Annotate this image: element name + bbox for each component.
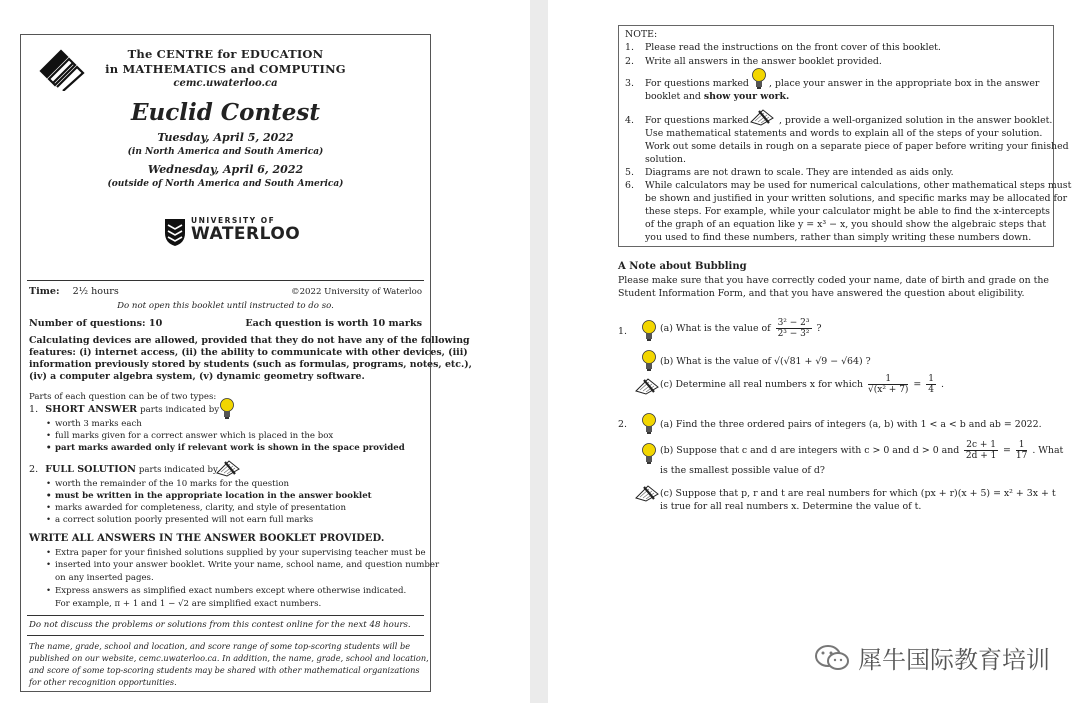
q2-number: 2. <box>618 419 627 430</box>
extra-line-1: • Extra paper for your finished solutions supplied by your supervising teacher must be <box>55 548 426 560</box>
note-item-4: 4. For questions marked , provide a well-organized solution in the answer booklet. <box>625 115 1053 126</box>
full-num: 2. <box>29 464 39 475</box>
short-bullet-2: • full marks given for a correct answer which is placed in the box <box>55 431 333 443</box>
contest-title: Euclid Contest <box>130 99 321 126</box>
note-item-6-line5: you used to find these numbers, rather than simply writing these numbers down. <box>645 232 1032 243</box>
cover-frame <box>20 34 472 692</box>
publish-line-1: The name, grade, school and location, and score range of some top-scoring students will be <box>29 641 411 651</box>
q2b-line2: is the smallest possible value of d? <box>660 465 825 476</box>
do-not-open: Do not open this booklet until instructed to do so. <box>117 301 334 311</box>
full-bullet-2: • must be written in the appropriate location in the answer booklet <box>55 491 372 503</box>
bubbling-line-2: Student Information Form, and that you have answered the question about eligibility. <box>618 288 1025 299</box>
q1c-fraction: $\frac{1}{\text{√(x² + 7)}}$ <box>868 374 909 395</box>
divider <box>27 615 424 616</box>
bubbling-line-1: Please make sure that you have correctly coded your name, date of birth and grade on the <box>618 275 1049 286</box>
note-item-1: 1. Please read the instructions on the front cover of this booklet. <box>625 42 941 53</box>
short-suffix: parts indicated by <box>140 405 220 415</box>
q1c: (c) Determine all real numbers x for which $\frac{1}{\text{√(x² + 7)}}$ = $\frac{1}{4}$ . <box>660 374 944 395</box>
watermark <box>814 640 1050 675</box>
pencil-paper-icon <box>749 108 775 126</box>
publish-line-4: for other recognition opportunities. <box>29 677 177 687</box>
q1a-fraction: $\frac{\text{3² − 2³}}{\text{2³ − 3²}}$ <box>777 318 810 339</box>
extra-line-2: • inserted into your answer booklet. Write your name, school name, and question number <box>55 560 439 572</box>
calc-line-4: (iv) a computer algebra system, (v) dynamic geometry software. <box>29 371 365 382</box>
waterloo-small-text: UNIVERSITY OF <box>191 216 276 225</box>
note-item-4-line4: solution. <box>645 154 686 165</box>
note-item-4-line2: Use mathematical statements and words to explain all of the steps of your solution. <box>645 128 1043 139</box>
q2a: (a) Find the three ordered pairs of integers (a, b) with 1 < a < b and ab = 2022. <box>660 419 1042 430</box>
note-item-5: 5. Diagrams are not drawn to scale. They are intended as aids only. <box>625 167 954 178</box>
q1b: (b) What is the value of √(√81 + √9 − √64) ? <box>660 356 871 367</box>
short-bullet-3: • part marks awarded only if relevant work is shown in the space provided <box>55 443 405 455</box>
time-label: Time: <box>29 286 60 297</box>
note-item-6: 6. While calculators may be used for numerical calculations, other mathematical steps must <box>625 180 1072 191</box>
note-item-6-line4: of the graph of an equation like y = x³ − x, you should show the algebraic steps that <box>645 219 1047 230</box>
note-item-3-line2: booklet and show your work. <box>645 91 790 102</box>
do-not-discuss: Do not discuss the problems or solutions from this contest online for the next 48 hours. <box>29 620 411 630</box>
cover-page <box>0 0 530 703</box>
questions-page <box>548 0 1080 703</box>
divider <box>27 635 424 636</box>
questions-row <box>29 318 422 330</box>
copyright: ©2022 University of Waterloo <box>290 287 422 297</box>
publish-line-2: published on our website, cemc.uwaterloo.ca. In addition, the name, grade, school and location, <box>29 653 429 663</box>
note-header: NOTE: <box>625 29 658 40</box>
pencil-paper-icon <box>215 459 241 477</box>
parts-intro: Parts of each question can be of two types: <box>29 392 217 402</box>
note-item-6-line2: be shown and justified in your written solutions, and specific marks may be allocated for <box>645 193 1068 204</box>
full-bullet-4: • a correct solution poorly presented will not earn full marks <box>55 515 313 527</box>
lightbulb-icon <box>641 443 657 465</box>
lightbulb-icon <box>641 350 657 372</box>
wechat-icon <box>814 644 850 672</box>
extra-line-3: on any inserted pages. <box>55 573 154 583</box>
org-line-2: in MATHEMATICS and COMPUTING <box>105 62 346 76</box>
q2b-rhs-fraction: $\frac{1}{17}$ <box>1015 440 1028 461</box>
q1a: (a) What is the value of $\frac{\text{3² − 2³}}{\text{2³ − 3²}}$ ? <box>660 318 822 339</box>
date-1-note: (in North America and South America) <box>127 147 324 157</box>
full-bullet-1: • worth the remainder of the 10 marks for the question <box>55 479 289 491</box>
note-item-3: 3. For questions marked , place your answer in the appropriate box in the answer <box>625 78 1040 89</box>
full-bullet-3: • marks awarded for completeness, clarity, and style of presentation <box>55 503 346 515</box>
q2c-line1: (c) Suppose that p, r and t are real numbers for which (px + r)(x + 5) = x² + 3x + t <box>660 488 1056 499</box>
date-2-note: (outside of North America and South America) <box>107 179 344 189</box>
waterloo-big-text: WATERLOO <box>191 224 301 244</box>
q2b: (b) Suppose that c and d are integers with c > 0 and d > 0 and $\frac{2c + 1}{2d + 1}$ = $\frac{1}{17}$ . What <box>660 440 1064 461</box>
q1c-rhs-fraction: $\frac{1}{4}$ <box>928 374 934 395</box>
short-title: SHORT ANSWER <box>45 404 138 415</box>
lightbulb-icon <box>641 413 657 435</box>
org-website: cemc.uwaterloo.ca <box>173 78 278 89</box>
full-title: FULL SOLUTION <box>45 464 136 475</box>
marks-per-question: Each question is worth 10 marks <box>245 318 422 329</box>
lightbulb-icon <box>751 68 767 90</box>
pencil-paper-icon <box>634 484 660 502</box>
q2b-fraction: $\frac{2c + 1}{2d + 1}$ <box>965 440 997 461</box>
divider <box>27 280 424 281</box>
pencil-paper-icon <box>634 377 660 395</box>
time-value: 2½ hours <box>72 286 119 297</box>
note-item-4-line3: Work out some details in rough on a separate piece of paper before writing your finished <box>645 141 1069 152</box>
bubbling-title: A Note about Bubbling <box>618 261 747 272</box>
waterloo-logo <box>163 215 301 249</box>
short-bullet-1: • worth 3 marks each <box>55 419 142 431</box>
express-line-2: For example, π + 1 and 1 − √2 are simplified exact numbers. <box>55 599 322 609</box>
full-suffix: parts indicated by <box>138 465 218 475</box>
lightbulb-icon <box>219 398 235 420</box>
publish-line-3: and score of some top-scoring students may be shared with other mathematical organizations <box>29 665 420 675</box>
calc-line-2: features: (i) internet access, (ii) the ability to communicate with other devices, (iii) <box>29 347 468 358</box>
calc-line-1: Calculating devices are allowed, provided that they do not have any of the following <box>29 335 470 346</box>
waterloo-crest-icon <box>163 217 187 247</box>
org-line-1: The CENTRE for EDUCATION <box>127 47 324 61</box>
date-1: Tuesday, April 5, 2022 <box>157 131 294 144</box>
date-2: Wednesday, April 6, 2022 <box>147 163 304 176</box>
write-all-heading: WRITE ALL ANSWERS IN THE ANSWER BOOKLET PROVIDED. <box>29 533 385 544</box>
calc-line-3: information previously stored by students (such as formulas, programs, notes, etc.), <box>29 359 472 370</box>
short-num: 1. <box>29 404 39 415</box>
q1-number: 1. <box>618 326 627 337</box>
num-questions: Number of questions: 10 <box>29 318 163 329</box>
time-row <box>29 286 422 298</box>
note-item-6-line3: these steps. For example, while your calculator might be able to find the x-intercepts <box>645 206 1050 217</box>
note-item-2: 2. Write all answers in the answer booklet provided. <box>625 56 882 67</box>
lightbulb-icon <box>641 320 657 342</box>
express-line-1: • Express answers as simplified exact numbers except where otherwise indicated. <box>55 586 406 598</box>
note-box <box>618 25 1072 247</box>
q2c-line2: is true for all real numbers x. Determine the value of t. <box>660 501 922 512</box>
watermark-text: 犀牛国际教育培训 <box>858 646 1050 674</box>
